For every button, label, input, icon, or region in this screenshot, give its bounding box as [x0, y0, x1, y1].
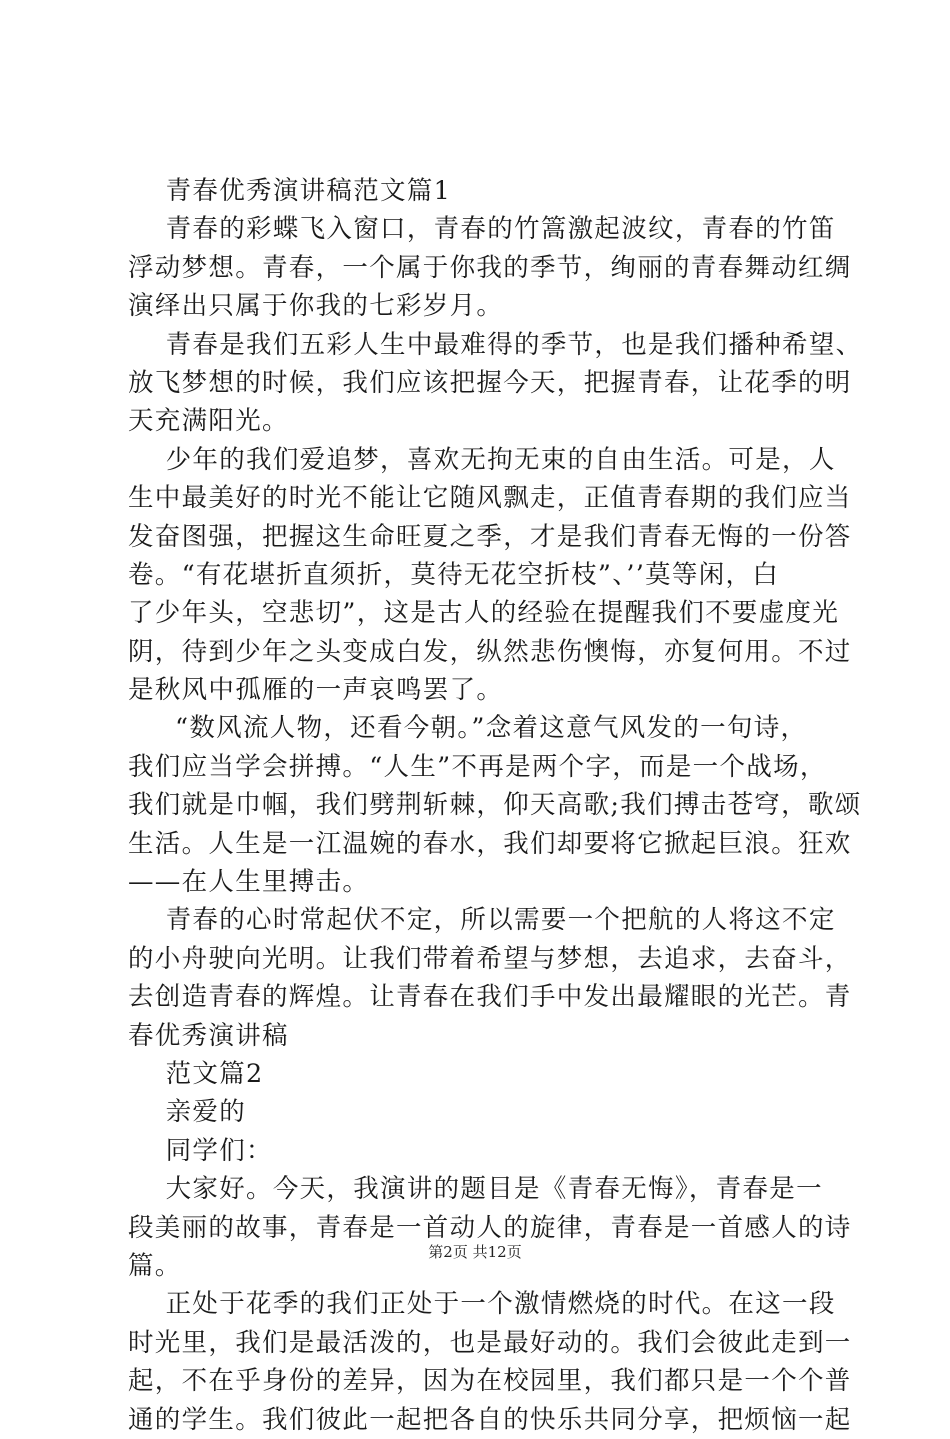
text-line: 生中最美好的时光不能让它随风飘走，正值青春期的我们应当 — [128, 483, 852, 514]
text-line: 亲爱的 — [128, 1097, 247, 1128]
text-line: 通的学生。我们彼此一起把各自的快乐共同分享，把烦恼一起 — [128, 1404, 852, 1435]
text-line: 春优秀演讲稿 — [128, 1020, 289, 1051]
text-line: 是秋风中孤雁的一声哀鸣罢了。 — [128, 675, 504, 706]
text-line: 同学们： — [128, 1135, 273, 1166]
text-line: 时光里，我们是最活泼的，也是最好动的。我们会彼此走到一 — [128, 1327, 852, 1358]
text-line: 去创造青春的辉煌。让青春在我们手中发出最耀眼的光芒。青 — [128, 982, 852, 1013]
text-line: 起，不在乎身份的差异，因为在校园里，我们都只是一个个普 — [128, 1366, 852, 1397]
text-line: 浮动梦想。青春，一个属于你我的季节，绚丽的青春舞动红绸 — [128, 252, 852, 283]
text-line: 大家好。今天，我演讲的题目是《青春无悔》，青春是一 — [128, 1174, 823, 1205]
text-line: 我们应当学会拼搏。“人生”不再是两个字，而是一个战场， — [128, 751, 827, 782]
text-line: 阴，待到少年之头变成白发，纵然悲伤懊悔，亦复何用。不过 — [128, 636, 852, 667]
text-line: 放飞梦想的时候，我们应该把握今天，把握青春，让花季的明 — [128, 367, 852, 398]
text-line: 青春优秀演讲稿范文篇1 — [128, 176, 452, 206]
text-line: 发奋图强，把握这生命旺夏之季，才是我们青春无悔的一份答 — [128, 521, 852, 552]
text-line: 生活。人生是一江温婉的春水，我们却要将它掀起巨浪。狂欢 — [128, 828, 852, 859]
text-line: 我们就是巾帼，我们劈荆斩棘，仰天高歌;我们搏击苍穹，歌颂 — [128, 790, 862, 821]
text-line: 青春的心时常起伏不定，所以需要一个把航的人将这不定 — [128, 905, 836, 936]
text-line: 了少年头，空悲切”，这是古人的经验在提醒我们不要虚度光 — [128, 598, 840, 629]
text-line: “数风流人物，还看今朝。”念着这意气风发的一句诗， — [128, 713, 808, 744]
text-line: 篇。 — [128, 1250, 182, 1281]
text-line: 范文篇2 — [128, 1058, 264, 1089]
text-line: 正处于花季的我们正处于一个激情燃烧的时代。在这一段 — [128, 1289, 836, 1320]
text-line: 卷。“有花堪折直须折，莫待无花空折枝”、’’莫等闲，白 — [128, 559, 780, 590]
text-line: 青春是我们五彩人生中最难得的季节，也是我们播种希望、 — [128, 329, 863, 360]
text-line: 青春的彩蝶飞入窗口，青春的竹篙激起波纹，青春的竹笛 — [128, 214, 836, 245]
text-line: ——在人生里搏击。 — [128, 867, 370, 898]
text-line: 少年的我们爱追梦，喜欢无拘无束的自由生活。可是，人 — [128, 444, 836, 475]
text-line: 天充满阳光。 — [128, 406, 289, 437]
page-footer: 第2页 共12页 — [428, 1243, 522, 1261]
text-line: 段美丽的故事，青春是一首动人的旋律，青春是一首感人的诗 — [128, 1212, 852, 1243]
text-line: 的小舟驶向光明。让我们带着希望与梦想，去追求，去奋斗， — [128, 943, 852, 974]
text-line: 演绎出只属于你我的七彩岁月。 — [128, 291, 504, 322]
